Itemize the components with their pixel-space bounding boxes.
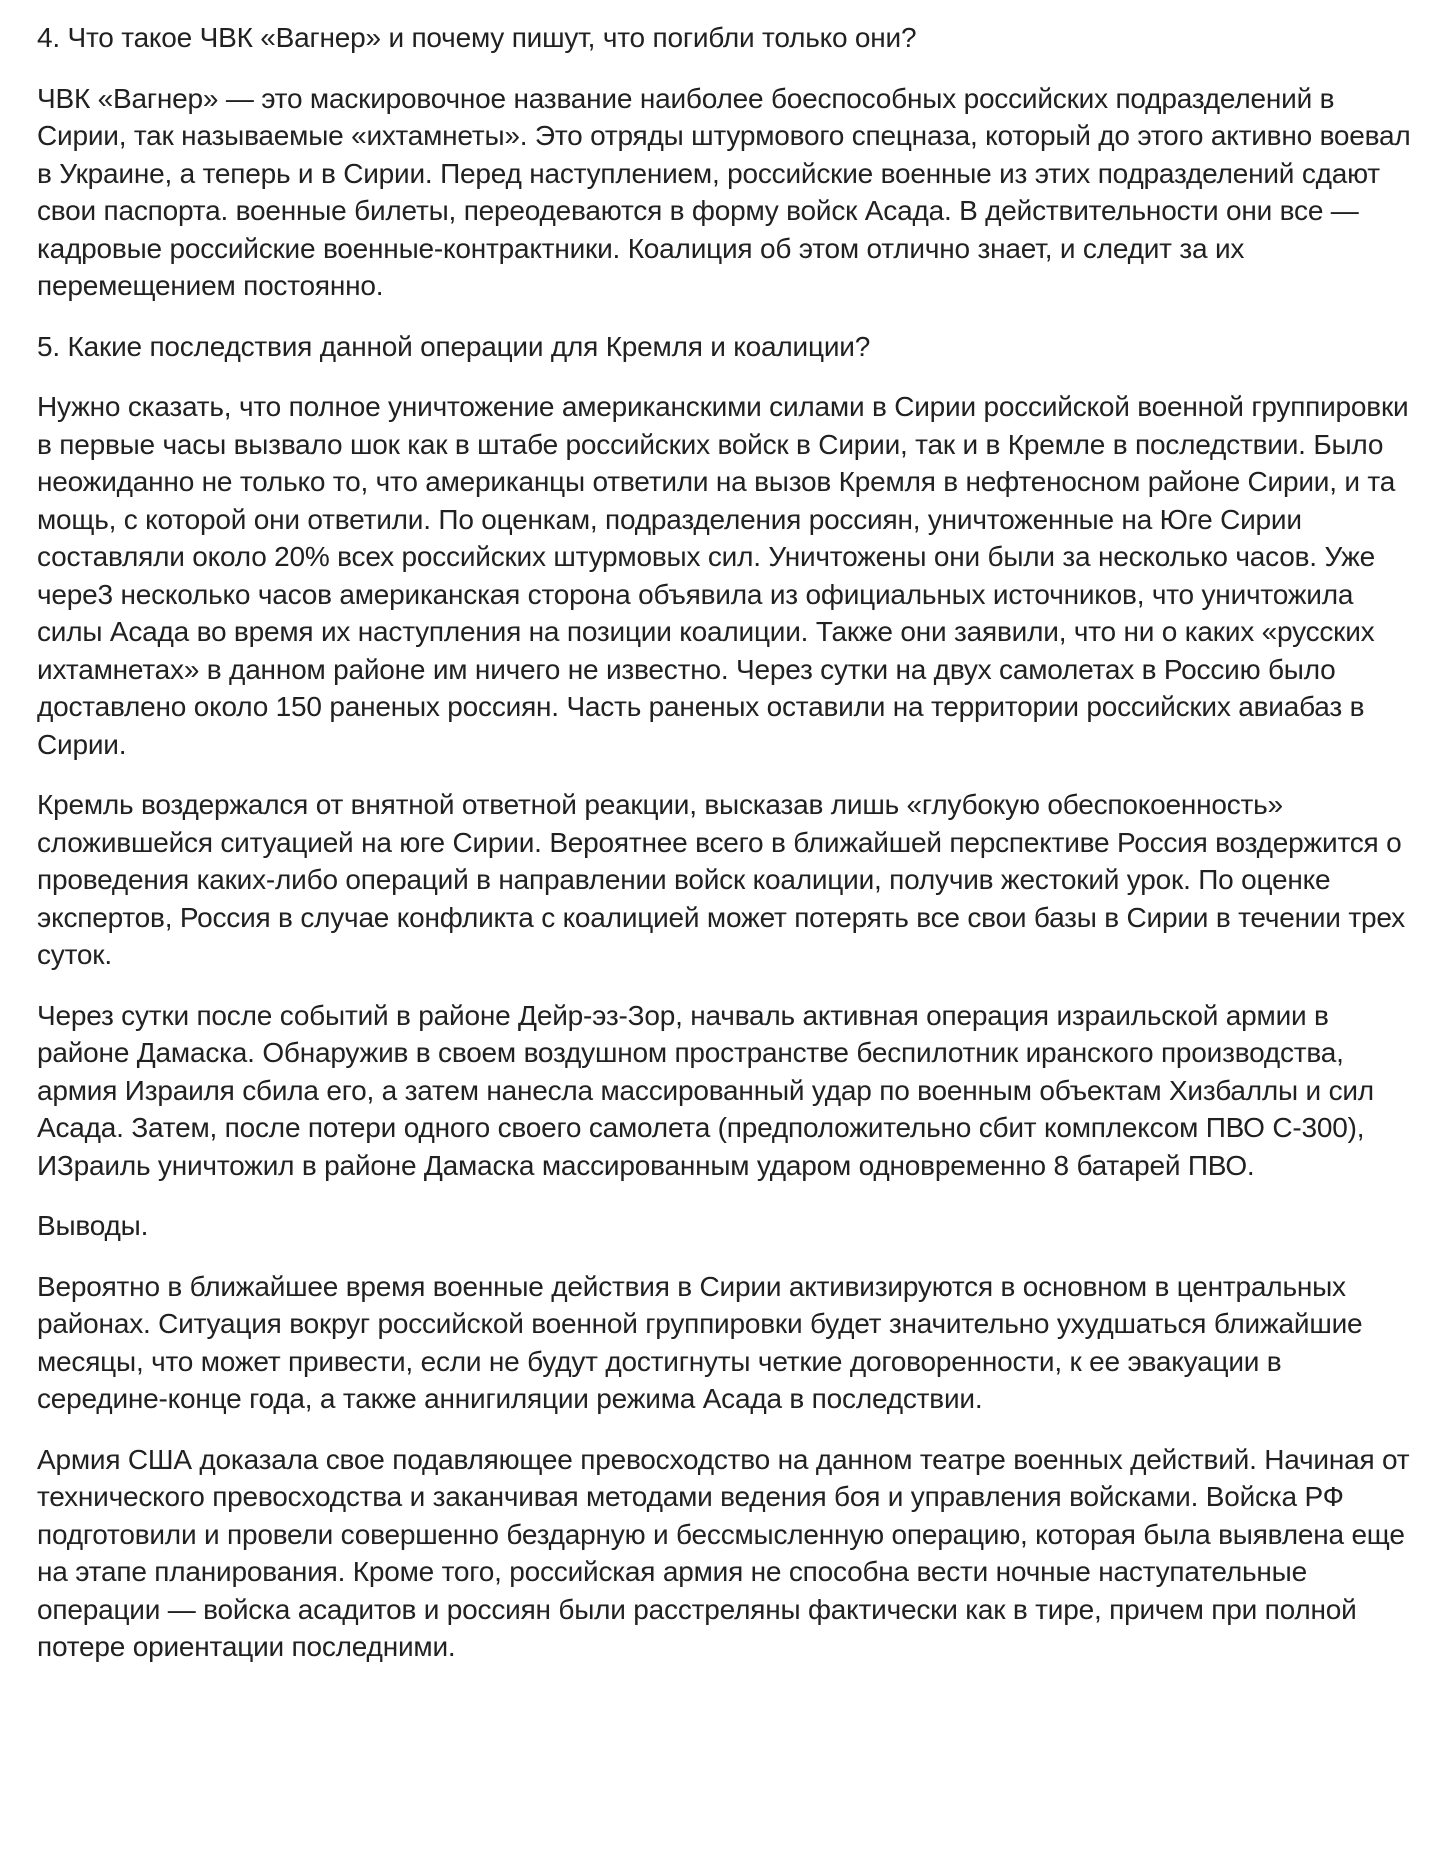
- conclusions-label: Выводы.: [37, 1210, 149, 1241]
- paragraph-us-army-superiority: Армия США доказала свое подавляющее превосходство на данном театре военных действий. Начиная от технического превосходства и заканчивая методами ведения боя и управления войсками. Войска РФ подготовили и провели совершенно бездарную и бессмысленную операцию, которая была выявлена еще на этапе планирования. Кроме того, российская армия не способна вести ночные наступательные операции — войска асадитов и россиян были расстреляны фактически как в тире, причем при полной потере ориентации последними.: [37, 1443, 1410, 1662]
- paragraph-forecast: Вероятно в ближайшее время военные действия в Сирии активизируются в основном в центральных районах. Ситуация вокруг российской военной группировки будет значительно ухудшаться ближайшие месяцы, что может привести, если не будут достигнуты четкие договоренности, к ее эвакуации в середине-конце года, а также аннигиляции режима Асада в последствии.: [37, 1270, 1363, 1414]
- paragraph-wagner-definition: ЧВК «Вагнер» — это маскировочное название наиболее боеспособных российских подразделений в Сирии, так называемые «ихтамнеты». Это отряды штурмового спецназа, который до этого активно воевал в Украине, а теперь и в Сирии. Перед наступлением, российские военные из этих подразделений сдают свои паспорта. военные билеты, переодеваются в форму войск Асада. В действительности они все — кадровые российские военные-контрактники. Коалиция об этом отлично знает, и следит за их перемещением постоянно.: [37, 82, 1411, 301]
- paragraph-israel-operation: Через сутки после событий в районе Дейр-эз-Зор, начваль активная операция израильской армии в районе Дамаска. Обнаружив в своем воздушном пространстве беспилотник иранского производства, армия Израиля сбила его, а затем нанесла массированный удар по военным объектам Хизбаллы и сил Асада. Затем, после потери одного своего самолета (предположительно сбит комплексом ПВО С-300), ИЗраиль уничтожил в районе Дамаска массированным ударом одновременно 8 батарей ПВО.: [37, 999, 1374, 1181]
- paragraph-consequences-overview: Нужно сказать, что полное уничтожение американскими силами в Сирии российской военной группировки в первые часы вызвало шок как в штабе российских войск в Сирии, так и в Кремле в последствии. Было неожиданно не только то, что американцы ответили на вызов Кремля в нефтеносном районе Сирии, и та мощь, с которой они ответили. По оценкам, подразделения россиян, уничтоженные на Юге Сирии составляли около 20% всех российских штурмовых сил. Уничтожены они были за несколько часов. Уже чере3 несколько часов американская сторона объявила из официальных источников, что уничтожила силы Асада во время их наступления на позиции коалиции. Также они заявили, что ни о каких «русских ихтамнетах» в данном районе им ничего не известно. Через сутки на двух самолетах в Россию было доставлено около 150 раненых россиян. Часть раненых оставили на территории российских авиабаз в Сирии.: [37, 391, 1409, 760]
- paragraph-kremlin-reaction: Кремль воздержался от внятной ответной реакции, высказав лишь «глубокую обеспокоенность» сложившейся ситуацией на юге Сирии. Вероятнее всего в ближайшей перспективе Россия воздержится о проведения каких-либо операций в направлении войск коалиции, получив жестокий урок. По оценке экспертов, Россия в случае конфликта с коалицией может потерять все свои базы в Сирии в течении трех суток.: [37, 789, 1405, 970]
- question-heading-4: 4. Что такое ЧВК «Вагнер» и почему пишут, что погибли только они?: [37, 22, 917, 53]
- question-heading-5: 5. Какие последствия данной операции для Кремля и коалиции?: [37, 330, 871, 362]
